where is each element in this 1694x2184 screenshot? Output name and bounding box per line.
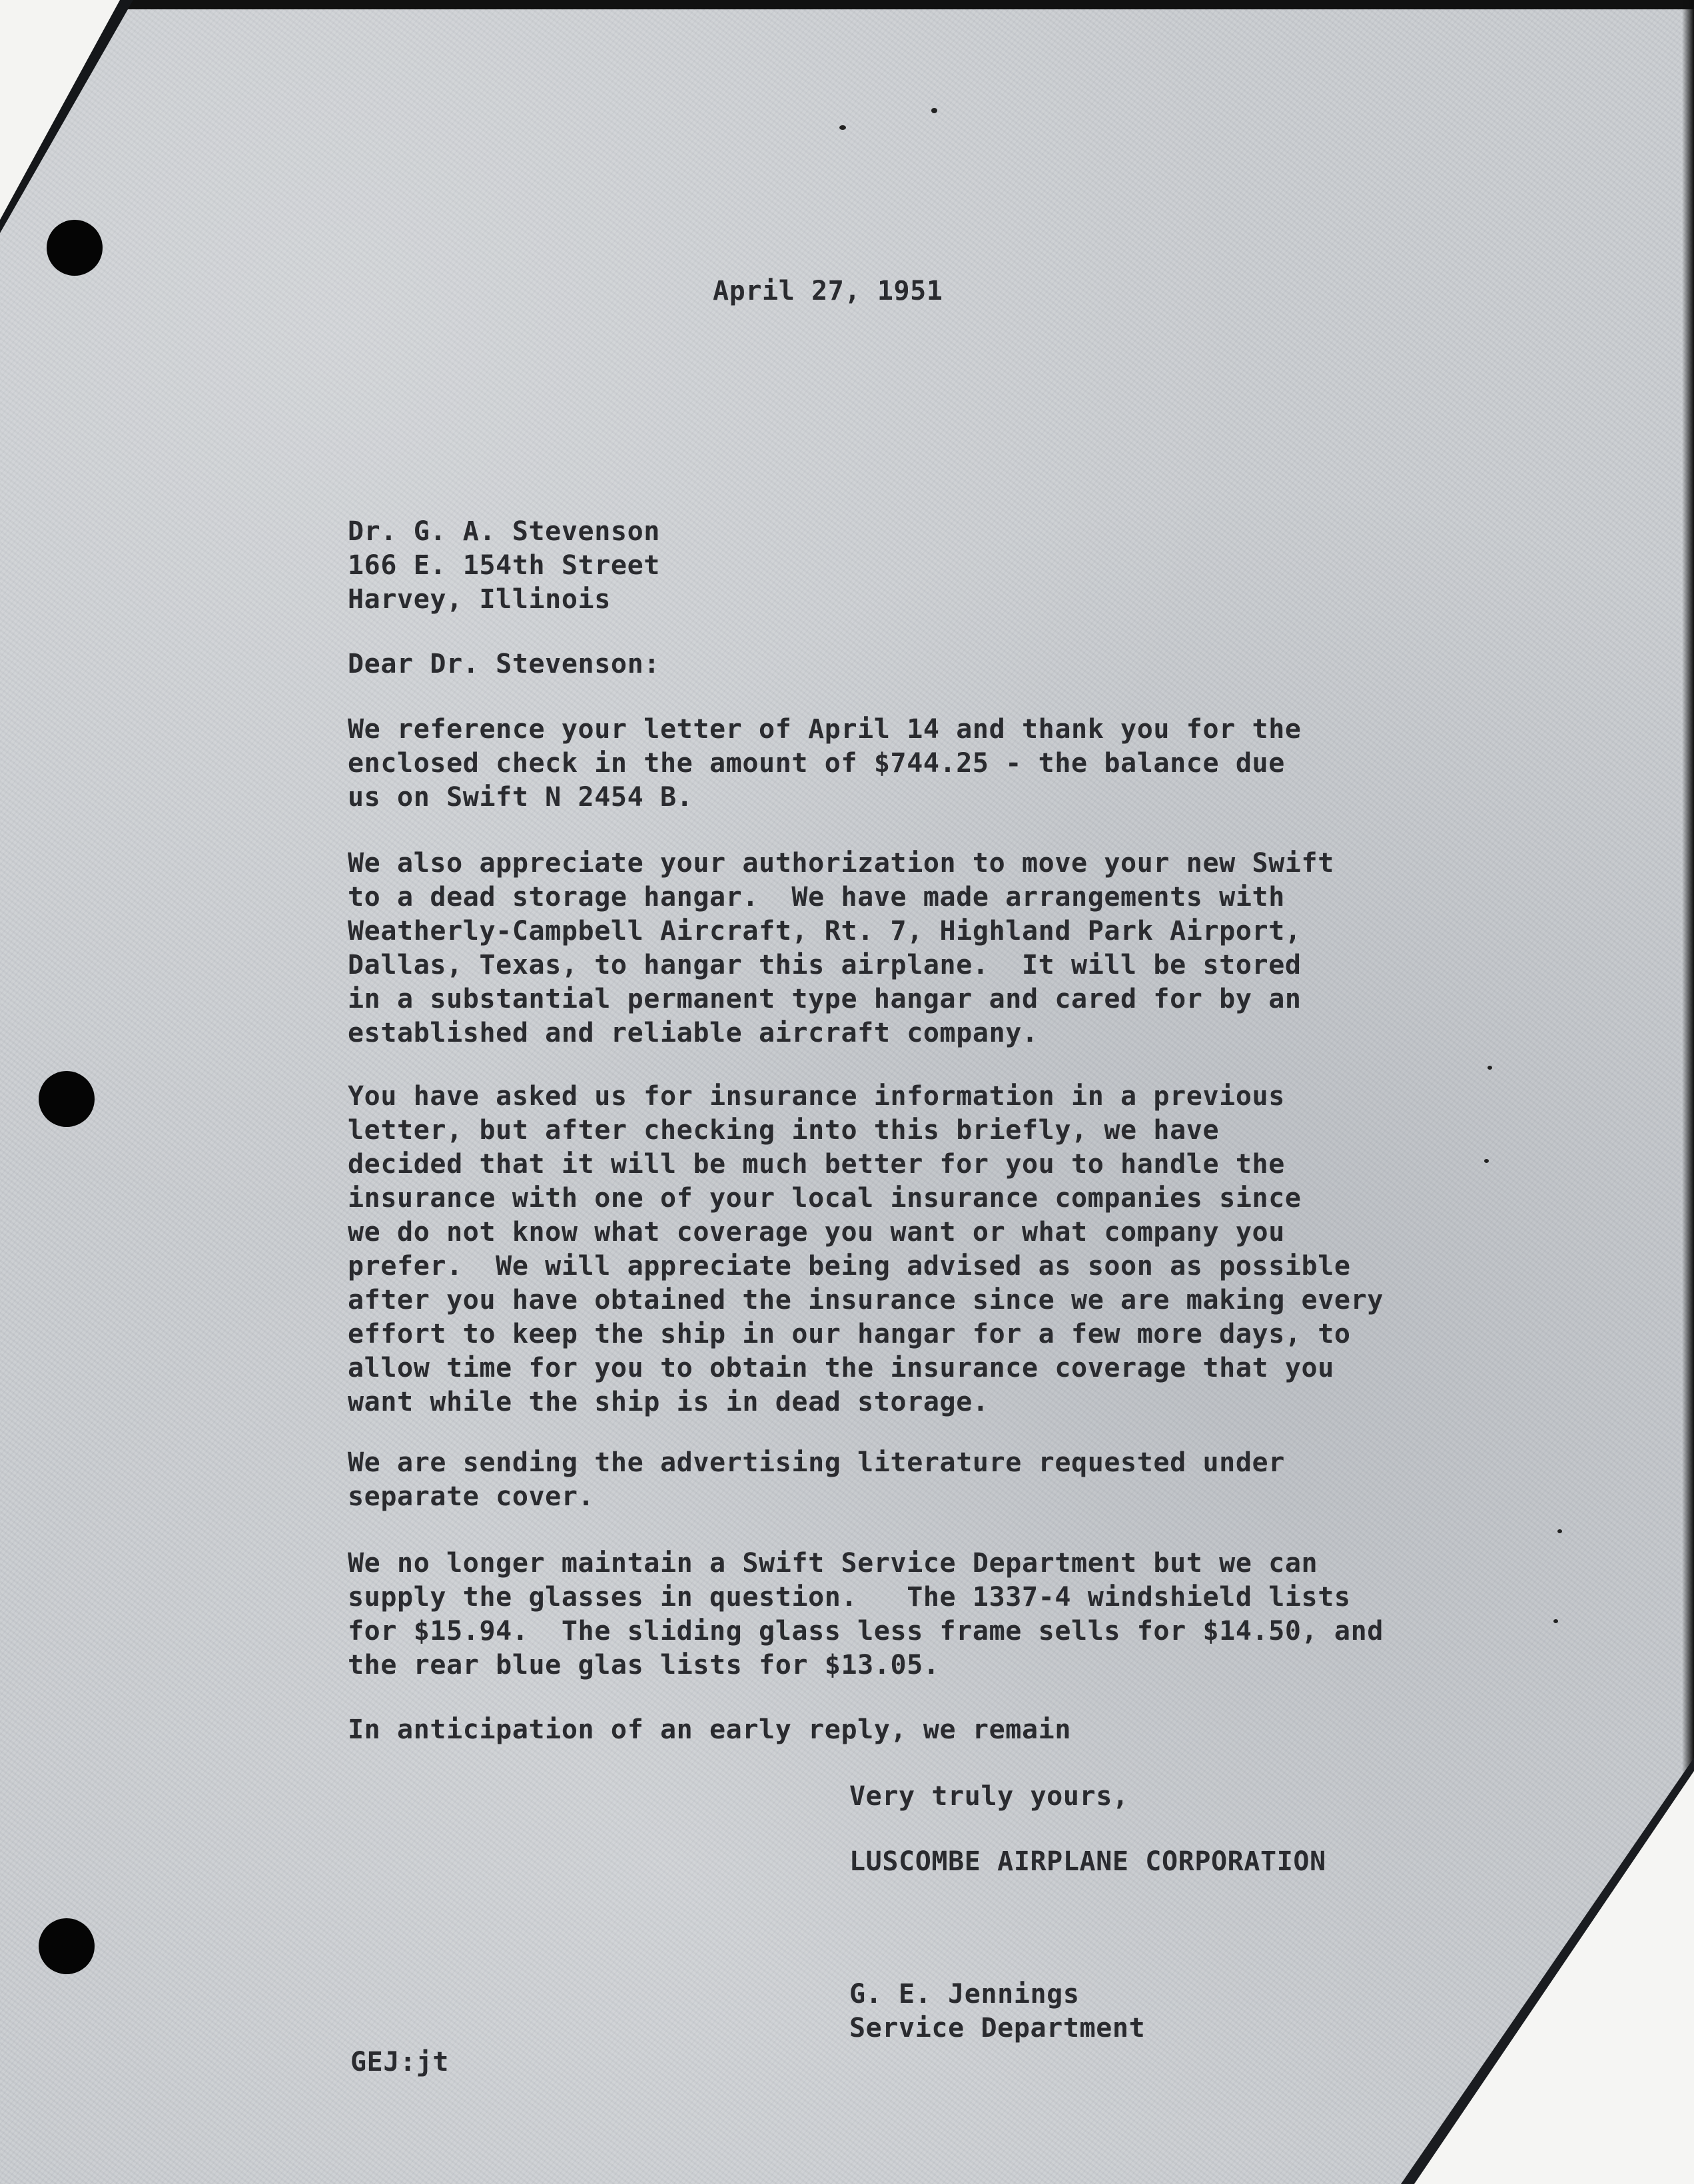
recipient-address [348,515,660,617]
paragraph-line: decided that it will be much better for you to handle the [348,1149,1285,1180]
paragraph-line: Dallas, Texas, to hangar this airplane. It will be stored [348,950,1302,980]
paragraph-line: to a dead storage hangar. We have made arrangements with [348,882,1285,912]
paragraph-line: in a substantial permanent type hangar and cared for by an [348,984,1302,1014]
paragraph-line: You have asked us for insurance information in a previous [348,1081,1285,1112]
paragraph-line: the rear blue glas lists for $13.05. [348,1650,940,1680]
paragraph-line: we do not know what coverage you want or what company you [348,1217,1285,1248]
paragraph-storage [348,847,1334,1050]
closing-line: In anticipation of an early reply, we remain [348,1714,1072,1745]
signer-department: Service Department [849,2013,1146,2043]
signer-name: G. E. Jennings [849,1979,1080,2009]
paragraph-line: us on Swift N 2454 B. [348,782,693,813]
paragraph-line: We no longer maintain a Swift Service Department but we can [348,1548,1318,1579]
signature-block [849,1978,1145,2045]
valediction: Very truly yours, [849,1781,1129,1812]
paragraph-line: insurance with one of your local insurance companies since [348,1183,1302,1214]
paragraph-line: want while the ship is in dead storage. [348,1387,989,1417]
paragraph-line: after you have obtained the insurance since we are making every [348,1285,1384,1315]
paragraph-line: letter, but after checking into this briefly, we have [348,1115,1220,1146]
recipient-city: Harvey, Illinois [348,584,611,615]
paragraph-line: effort to keep the ship in our hangar for a few more days, to [348,1319,1351,1349]
letter-date: April 27, 1951 [713,276,943,306]
company-name: LUSCOMBE AIRPLANE CORPORATION [849,1846,1326,1877]
paragraph-line: We also appreciate your authorization to move your new Swift [348,848,1334,879]
recipient-street: 166 E. 154th Street [348,550,660,581]
paragraph-line: separate cover. [348,1481,595,1512]
paragraph-line: We are sending the advertising literature requested under [348,1447,1285,1478]
paragraph-line: supply the glasses in question. The 1337-4 windshield lists [348,1582,1351,1613]
paragraph-line: prefer. We will appreciate being advised as soon as possible [348,1251,1351,1281]
paragraph-line: enclosed check in the amount of $744.25 - the balance due [348,748,1285,779]
paragraph-line: established and reliable aircraft company. [348,1018,1039,1048]
salutation [348,647,660,681]
paragraph-line: for $15.94. The sliding glass less frame sells for $14.50, and [348,1616,1384,1646]
paragraph-line: We reference your letter of April 14 and thank you for the [348,714,1302,745]
recipient-name: Dr. G. A. Stevenson [348,516,660,547]
paragraph-line: Weatherly-Campbell Aircraft, Rt. 7, Highland Park Airport, [348,916,1302,946]
paragraph-parts-pricing [348,1547,1384,1682]
reference-initials: GEJ:jt [350,2047,450,2077]
paragraph-payment [348,713,1302,815]
paragraph-insurance [348,1080,1384,1419]
salutation-text: Dear Dr. Stevenson: [348,649,660,679]
paragraph-literature [348,1446,1285,1514]
paragraph-line: allow time for you to obtain the insurance coverage that you [348,1353,1334,1383]
